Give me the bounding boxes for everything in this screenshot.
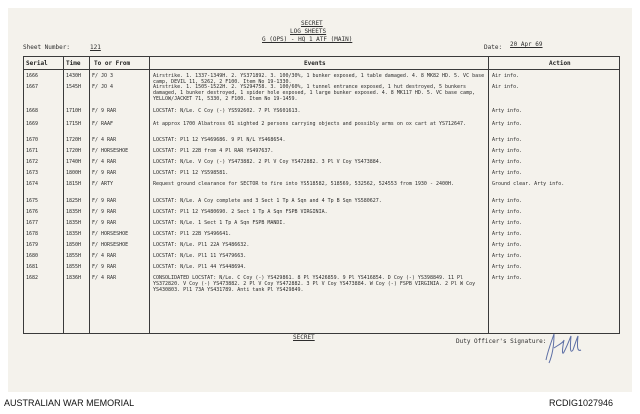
- serial-cell: 1676: [26, 209, 39, 215]
- serial-cell: 1671: [26, 148, 39, 154]
- time-cell: 1710H: [66, 108, 82, 114]
- table-row: [24, 196, 619, 207]
- time-cell: 1835H: [66, 209, 82, 215]
- events-cell: LOCSTAT: N/Le. V Coy (-) YS473882. 2 Pl V Coy YS472882. 3 Pl V Coy YS473884.: [153, 159, 382, 165]
- time-cell: 1430H: [66, 73, 82, 79]
- action-cell: Arty info.: [492, 148, 523, 154]
- time-cell: 1850H: [66, 242, 82, 248]
- time-cell: 1855H: [66, 264, 82, 270]
- credit-left: AUSTRALIAN WAR MEMORIAL: [4, 398, 135, 408]
- column-header-events: Events: [304, 60, 326, 67]
- table-row: [24, 119, 619, 135]
- to-from-cell: F/ HORSESHOE: [92, 242, 129, 248]
- time-cell: 1720H: [66, 137, 82, 143]
- events-cell: Airstrike. 1. 1505-1522H. 2. YS294758. 3. 100/60%, 1 tunnel entrance exposed, 1 hut destroyed, 5 bunkers damaged, 1 bunker destroyed, 1 spider hole exposed, 1 large bunker exposed. 4. 8 MK117 HD. 5. VC base camp, YELLOW/JACKET 71, 5330, 2 F100. Item No 19-1459.: [153, 84, 476, 103]
- table-row: [24, 273, 619, 295]
- table-row: [24, 71, 619, 86]
- events-cell: CONSOLIDATED LOCSTAT: N/Le. C Coy (-) YS429861. 8 Pl YS426859. 9 Pl YS416854. D Coy (-) YS398849. 11 Pl YS372820. V Coy (-) YS473882. 2 Pl V Coy YS472882. 3 Pl V Coy YS473884. W Coy (-) FSPB VIRGINIA. 2 Pl W Coy YS430803. Pl1 73A YS431789. Anti tank Pl YS429849.: [153, 275, 476, 294]
- table-row: [24, 146, 619, 157]
- to-from-cell: F/ 4 RAR: [92, 137, 117, 143]
- events-cell: LOCSTAT: Pl1 22B from 4 Pl RAR YS497637.: [153, 148, 274, 154]
- action-cell: Arty info.: [492, 159, 523, 165]
- action-cell: Arty info.: [492, 121, 523, 127]
- serial-cell: 1680: [26, 253, 39, 259]
- to-from-cell: F/ 9 RAR: [92, 209, 117, 215]
- serial-cell: 1679: [26, 242, 39, 248]
- serial-cell: 1669: [26, 121, 39, 127]
- events-cell: Request ground clearance for SECTOR to fire into YS518582, 518569, 532562, 524553 from 1930 - 2400H.: [153, 181, 455, 187]
- serial-cell: 1668: [26, 108, 39, 114]
- to-from-cell: F/ HORSESHOE: [92, 231, 129, 237]
- table-row: [24, 135, 619, 146]
- to-from-cell: F/ 9 RAR: [92, 220, 117, 226]
- action-cell: Air info.: [492, 84, 520, 90]
- serial-cell: 1666: [26, 73, 39, 79]
- time-cell: 1800H: [66, 170, 82, 176]
- table-row: [24, 207, 619, 218]
- serial-cell: 1673: [26, 170, 39, 176]
- time-cell: 1715H: [66, 121, 82, 127]
- to-from-cell: F/ ARTY: [92, 181, 114, 187]
- action-cell: Air info.: [492, 73, 520, 79]
- action-cell: Arty info.: [492, 264, 523, 270]
- time-cell: 1836H: [66, 275, 82, 281]
- time-cell: 1835H: [66, 220, 82, 226]
- time-cell: 1545H: [66, 84, 82, 90]
- time-cell: 1835H: [66, 231, 82, 237]
- events-cell: Airstrike. 1. 1337-1349H. 2. YS371892. 3. 100/30%, 1 bunker exposed, 1 table damaged. 4. 8 MK82 HD. 5. VC base camp, DEVIL 11, 5262, 2 F100. Item No 19-1330.: [153, 73, 485, 86]
- action-cell: Arty info.: [492, 242, 523, 248]
- column-header-serial: Serial: [26, 60, 48, 67]
- table-row: [24, 168, 619, 179]
- action-cell: Arty info.: [492, 231, 523, 237]
- table-row: [24, 179, 619, 196]
- events-cell: LOCSTAT: Pl1 12 YS598581.: [153, 170, 229, 176]
- column-header-time: Time: [66, 60, 81, 67]
- action-cell: Arty info.: [492, 198, 523, 204]
- to-from-cell: F/ 4 RAR: [92, 253, 117, 259]
- events-cell: LOCSTAT: N/Le. C Coy (-) YS592602. 7 Pl YS601613.: [153, 108, 301, 114]
- log-table: [23, 56, 620, 334]
- events-cell: LOCSTAT: Pl1 12 YS480690. 2 Sect 1 Tp A Sqn FSPB VIRGINIA.: [153, 209, 328, 215]
- table-row: [24, 262, 619, 273]
- action-cell: Arty info.: [492, 253, 523, 259]
- column-header-to-from: To or From: [94, 60, 131, 67]
- table-row: [24, 157, 619, 168]
- unit-title: G (OPS) - HQ 1 ATF (MAIN): [262, 36, 353, 43]
- serial-cell: 1682: [26, 275, 39, 281]
- date-label: Date:: [484, 44, 503, 51]
- sheet-number-label: Sheet Number:: [23, 44, 70, 51]
- to-from-cell: F/ 4 RAR: [92, 159, 117, 165]
- serial-cell: 1672: [26, 159, 39, 165]
- sheet-number-value: 121: [90, 44, 101, 51]
- secret-heading-bottom: SECRET: [293, 334, 315, 341]
- events-cell: LOCSTAT: N/Le. Pl1 22A YS486632.: [153, 242, 250, 248]
- date-value: 20 Apr 69: [510, 41, 543, 48]
- to-from-cell: F/ RAAF: [92, 121, 114, 127]
- log-rows: [24, 71, 619, 333]
- table-row: [24, 251, 619, 262]
- events-cell: LOCSTAT: N/Le. Pl1 44 YS448694.: [153, 264, 247, 270]
- action-cell: Arty info.: [492, 108, 523, 114]
- serial-cell: 1667: [26, 84, 39, 90]
- events-cell: LOCSTAT: Pl1 12 YS469686. 9 Pl N/L YS468654.: [153, 137, 286, 143]
- events-cell: LOCSTAT: Pl1 22B YS496641.: [153, 231, 232, 237]
- to-from-cell: F/ HORSESHOE: [92, 148, 129, 154]
- to-from-cell: F/ JO 3: [92, 73, 114, 79]
- to-from-cell: F/ 9 RAR: [92, 170, 117, 176]
- log-sheets-title: LOG SHEETS: [290, 28, 327, 35]
- signature-text: J.G.L.: [540, 330, 544, 331]
- secret-heading-top: SECRET: [301, 20, 323, 27]
- to-from-cell: F/ 4 RAR: [92, 275, 117, 281]
- action-cell: Arty info.: [492, 275, 523, 281]
- events-cell: LOCSTAT: N/Le. 1 Sect 1 Tp A Sqn FSPB MANDI.: [153, 220, 286, 226]
- serial-cell: 1678: [26, 231, 39, 237]
- time-cell: 1855H: [66, 253, 82, 259]
- action-cell: Arty info.: [492, 220, 523, 226]
- time-cell: 1815H: [66, 181, 82, 187]
- events-cell: LOCSTAT: N/Le. Pl1 11 YS479663.: [153, 253, 247, 259]
- table-row: [24, 240, 619, 251]
- to-from-cell: F/ JO 4: [92, 84, 114, 90]
- serial-cell: 1670: [26, 137, 39, 143]
- action-cell: Arty info.: [492, 170, 523, 176]
- column-header-action: Action: [549, 60, 571, 67]
- signature-scribble-icon: [540, 330, 586, 366]
- table-row: [24, 106, 619, 119]
- table-row: [24, 229, 619, 240]
- serial-cell: 1681: [26, 264, 39, 270]
- serial-cell: 1675: [26, 198, 39, 204]
- table-row: [24, 218, 619, 229]
- action-cell: Arty info.: [492, 137, 523, 143]
- action-cell: Ground clear. Arty info.: [492, 181, 565, 187]
- time-cell: 1720H: [66, 148, 82, 154]
- events-cell: LOCSTAT: N/Le. A Coy complete and 3 Sect 1 Tp A Sqn and 4 Tp B Sqn YS580627.: [153, 198, 382, 204]
- signature-label: Duty Officer's Signature:: [456, 338, 547, 345]
- serial-cell: 1674: [26, 181, 39, 187]
- to-from-cell: F/ 9 RAR: [92, 198, 117, 204]
- time-cell: 1740H: [66, 159, 82, 165]
- action-cell: Arty info.: [492, 209, 523, 215]
- to-from-cell: F/ 9 RAR: [92, 264, 117, 270]
- table-row: [24, 82, 619, 106]
- credit-right: RCDIG1027946: [549, 398, 614, 408]
- time-cell: 1825H: [66, 198, 82, 204]
- serial-cell: 1677: [26, 220, 39, 226]
- events-cell: At approx 1700 Albatross 01 sighted 2 persons carrying objects and possibly arms on ox cart at YS712647.: [153, 121, 467, 127]
- to-from-cell: F/ 9 RAR: [92, 108, 117, 114]
